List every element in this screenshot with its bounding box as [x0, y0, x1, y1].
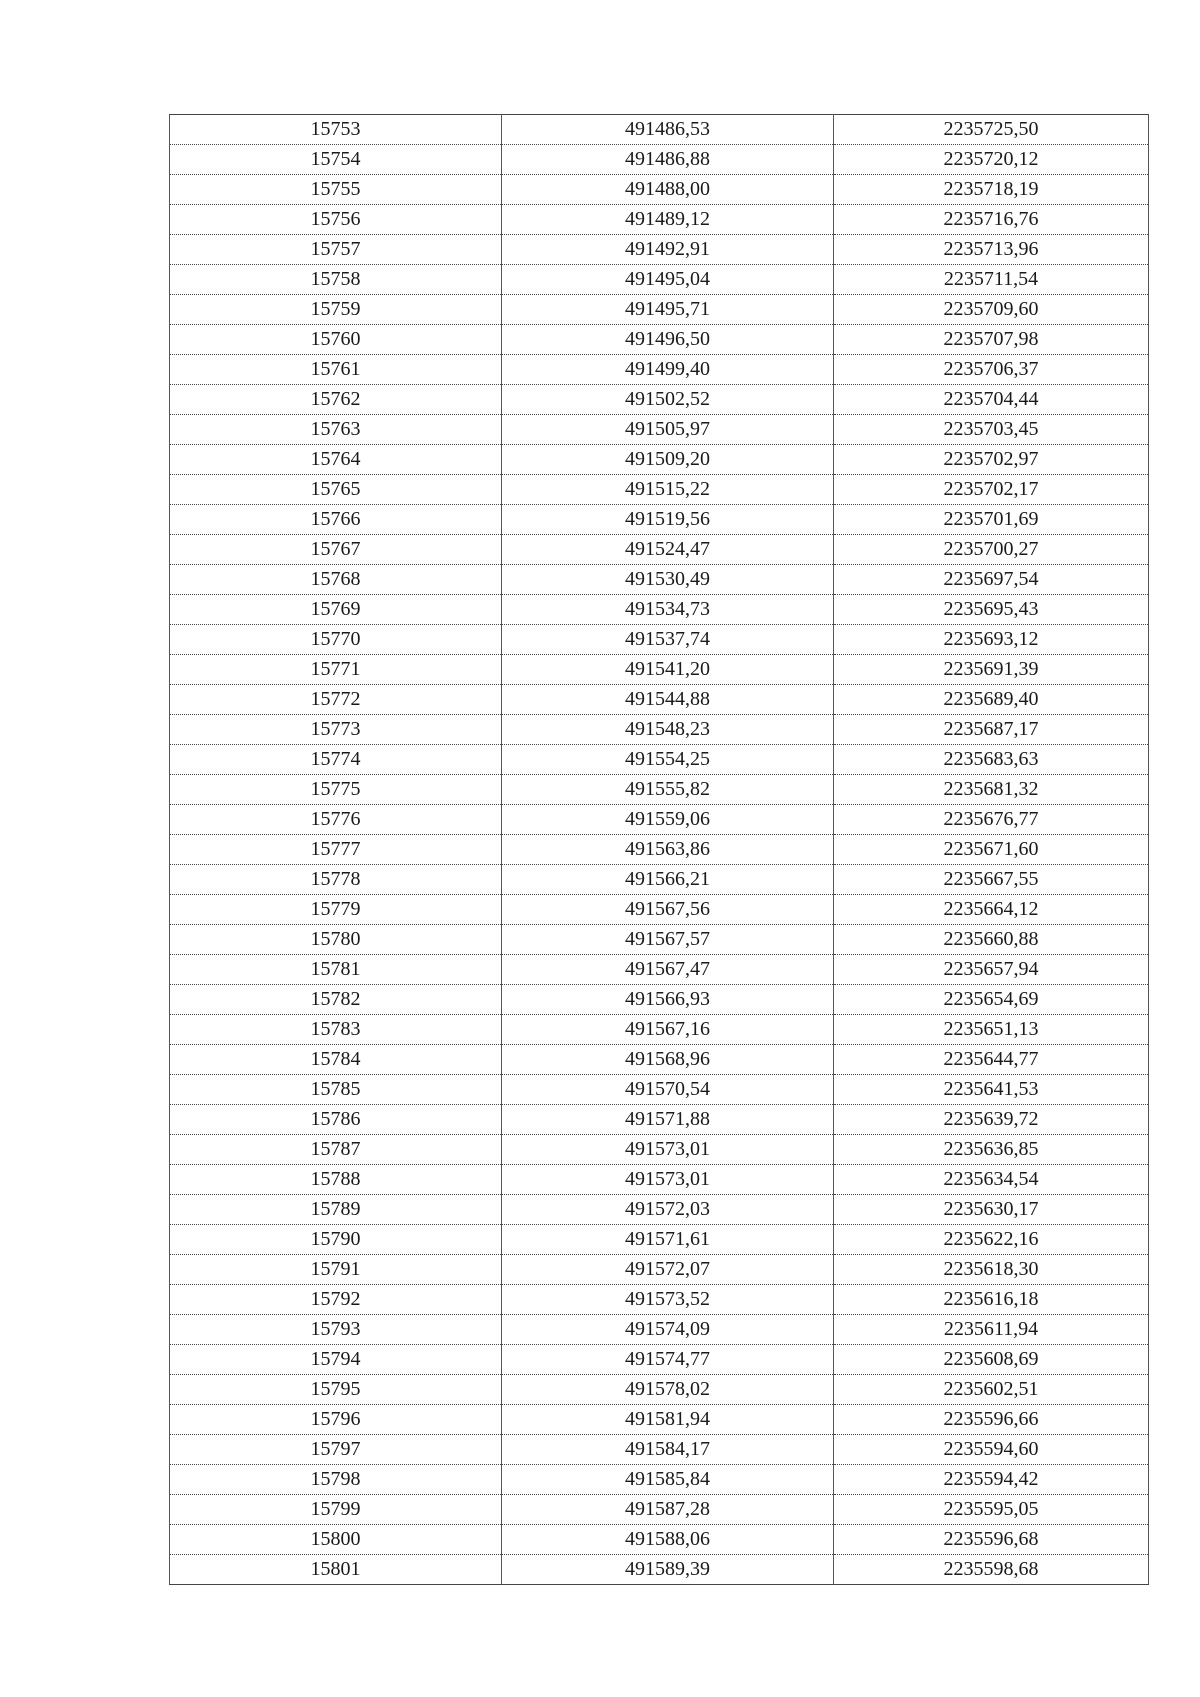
point-number-cell: 15792: [170, 1285, 502, 1315]
x-coordinate-cell: 491559,06: [502, 805, 834, 835]
y-coordinate-cell: 2235707,98: [834, 325, 1149, 355]
y-coordinate-cell: 2235683,63: [834, 745, 1149, 775]
table-row: [170, 295, 1149, 325]
y-coordinate-cell: 2235618,30: [834, 1255, 1149, 1285]
point-number-cell: 15779: [170, 895, 502, 925]
x-coordinate-cell: 491584,17: [502, 1435, 834, 1465]
table-row: [170, 1315, 1149, 1345]
point-number-cell: 15756: [170, 205, 502, 235]
y-coordinate-cell: 2235630,17: [834, 1195, 1149, 1225]
table-row: [170, 355, 1149, 385]
x-coordinate-cell: 491492,91: [502, 235, 834, 265]
point-number-cell: 15795: [170, 1375, 502, 1405]
point-number-cell: 15754: [170, 145, 502, 175]
point-number-cell: 15758: [170, 265, 502, 295]
x-coordinate-cell: 491566,21: [502, 865, 834, 895]
point-number-cell: 15772: [170, 685, 502, 715]
point-number-cell: 15766: [170, 505, 502, 535]
y-coordinate-cell: 2235704,44: [834, 385, 1149, 415]
table-row: [170, 595, 1149, 625]
point-number-cell: 15774: [170, 745, 502, 775]
table-row: [170, 925, 1149, 955]
table-row: [170, 445, 1149, 475]
y-coordinate-cell: 2235687,17: [834, 715, 1149, 745]
table-row: [170, 475, 1149, 505]
coordinates-table: [169, 114, 1149, 1585]
x-coordinate-cell: 491573,01: [502, 1135, 834, 1165]
x-coordinate-cell: 491499,40: [502, 355, 834, 385]
table-row: [170, 955, 1149, 985]
point-number-cell: 15763: [170, 415, 502, 445]
table-row: [170, 895, 1149, 925]
table-row: [170, 805, 1149, 835]
y-coordinate-cell: 2235636,85: [834, 1135, 1149, 1165]
x-coordinate-cell: 491573,01: [502, 1165, 834, 1195]
point-number-cell: 15782: [170, 985, 502, 1015]
y-coordinate-cell: 2235594,60: [834, 1435, 1149, 1465]
table-row: [170, 535, 1149, 565]
table-row: [170, 1435, 1149, 1465]
x-coordinate-cell: 491486,88: [502, 145, 834, 175]
x-coordinate-cell: 491554,25: [502, 745, 834, 775]
point-number-cell: 15787: [170, 1135, 502, 1165]
table-row: [170, 1165, 1149, 1195]
y-coordinate-cell: 2235595,05: [834, 1495, 1149, 1525]
table-row: [170, 325, 1149, 355]
table-row: [170, 625, 1149, 655]
x-coordinate-cell: 491571,61: [502, 1225, 834, 1255]
y-coordinate-cell: 2235681,32: [834, 775, 1149, 805]
y-coordinate-cell: 2235596,68: [834, 1525, 1149, 1555]
y-coordinate-cell: 2235701,69: [834, 505, 1149, 535]
table-row: [170, 1225, 1149, 1255]
table-row: [170, 745, 1149, 775]
point-number-cell: 15777: [170, 835, 502, 865]
point-number-cell: 15785: [170, 1075, 502, 1105]
point-number-cell: 15789: [170, 1195, 502, 1225]
x-coordinate-cell: 491567,47: [502, 955, 834, 985]
point-number-cell: 15791: [170, 1255, 502, 1285]
x-coordinate-cell: 491567,16: [502, 1015, 834, 1045]
point-number-cell: 15800: [170, 1525, 502, 1555]
x-coordinate-cell: 491573,52: [502, 1285, 834, 1315]
table-row: [170, 1525, 1149, 1555]
x-coordinate-cell: 491585,84: [502, 1465, 834, 1495]
y-coordinate-cell: 2235716,76: [834, 205, 1149, 235]
x-coordinate-cell: 491496,50: [502, 325, 834, 355]
y-coordinate-cell: 2235608,69: [834, 1345, 1149, 1375]
y-coordinate-cell: 2235596,66: [834, 1405, 1149, 1435]
y-coordinate-cell: 2235594,42: [834, 1465, 1149, 1495]
point-number-cell: 15786: [170, 1105, 502, 1135]
y-coordinate-cell: 2235689,40: [834, 685, 1149, 715]
y-coordinate-cell: 2235702,17: [834, 475, 1149, 505]
y-coordinate-cell: 2235713,96: [834, 235, 1149, 265]
point-number-cell: 15780: [170, 925, 502, 955]
x-coordinate-cell: 491589,39: [502, 1555, 834, 1585]
y-coordinate-cell: 2235611,94: [834, 1315, 1149, 1345]
table-row: [170, 1075, 1149, 1105]
x-coordinate-cell: 491578,02: [502, 1375, 834, 1405]
point-number-cell: 15768: [170, 565, 502, 595]
y-coordinate-cell: 2235691,39: [834, 655, 1149, 685]
table-row: [170, 1135, 1149, 1165]
x-coordinate-cell: 491519,56: [502, 505, 834, 535]
x-coordinate-cell: 491568,96: [502, 1045, 834, 1075]
table-row: [170, 385, 1149, 415]
point-number-cell: 15771: [170, 655, 502, 685]
y-coordinate-cell: 2235644,77: [834, 1045, 1149, 1075]
point-number-cell: 15764: [170, 445, 502, 475]
x-coordinate-cell: 491587,28: [502, 1495, 834, 1525]
point-number-cell: 15773: [170, 715, 502, 745]
point-number-cell: 15761: [170, 355, 502, 385]
y-coordinate-cell: 2235651,13: [834, 1015, 1149, 1045]
x-coordinate-cell: 491489,12: [502, 205, 834, 235]
point-number-cell: 15799: [170, 1495, 502, 1525]
table-row: [170, 265, 1149, 295]
x-coordinate-cell: 491548,23: [502, 715, 834, 745]
y-coordinate-cell: 2235706,37: [834, 355, 1149, 385]
table-row: [170, 1345, 1149, 1375]
point-number-cell: 15755: [170, 175, 502, 205]
x-coordinate-cell: 491524,47: [502, 535, 834, 565]
x-coordinate-cell: 491572,03: [502, 1195, 834, 1225]
y-coordinate-cell: 2235639,72: [834, 1105, 1149, 1135]
x-coordinate-cell: 491495,71: [502, 295, 834, 325]
point-number-cell: 15788: [170, 1165, 502, 1195]
table-row: [170, 1285, 1149, 1315]
point-number-cell: 15775: [170, 775, 502, 805]
table-row: [170, 1255, 1149, 1285]
x-coordinate-cell: 491574,09: [502, 1315, 834, 1345]
point-number-cell: 15757: [170, 235, 502, 265]
point-number-cell: 15767: [170, 535, 502, 565]
y-coordinate-cell: 2235703,45: [834, 415, 1149, 445]
x-coordinate-cell: 491566,93: [502, 985, 834, 1015]
point-number-cell: 15783: [170, 1015, 502, 1045]
y-coordinate-cell: 2235598,68: [834, 1555, 1149, 1585]
table-row: [170, 1045, 1149, 1075]
x-coordinate-cell: 491567,56: [502, 895, 834, 925]
point-number-cell: 15759: [170, 295, 502, 325]
table-row: [170, 1195, 1149, 1225]
x-coordinate-cell: 491588,06: [502, 1525, 834, 1555]
y-coordinate-cell: 2235702,97: [834, 445, 1149, 475]
point-number-cell: 15776: [170, 805, 502, 835]
y-coordinate-cell: 2235700,27: [834, 535, 1149, 565]
x-coordinate-cell: 491530,49: [502, 565, 834, 595]
table-row: [170, 415, 1149, 445]
x-coordinate-cell: 491515,22: [502, 475, 834, 505]
point-number-cell: 15784: [170, 1045, 502, 1075]
point-number-cell: 15794: [170, 1345, 502, 1375]
table-row: [170, 1495, 1149, 1525]
x-coordinate-cell: 491534,73: [502, 595, 834, 625]
y-coordinate-cell: 2235641,53: [834, 1075, 1149, 1105]
x-coordinate-cell: 491563,86: [502, 835, 834, 865]
table-row: [170, 1375, 1149, 1405]
table-row: [170, 1465, 1149, 1495]
y-coordinate-cell: 2235602,51: [834, 1375, 1149, 1405]
x-coordinate-cell: 491488,00: [502, 175, 834, 205]
point-number-cell: 15762: [170, 385, 502, 415]
table-row: [170, 205, 1149, 235]
point-number-cell: 15760: [170, 325, 502, 355]
table-row: [170, 1015, 1149, 1045]
table-row: [170, 835, 1149, 865]
x-coordinate-cell: 491581,94: [502, 1405, 834, 1435]
x-coordinate-cell: 491544,88: [502, 685, 834, 715]
point-number-cell: 15790: [170, 1225, 502, 1255]
table-row: [170, 715, 1149, 745]
y-coordinate-cell: 2235634,54: [834, 1165, 1149, 1195]
x-coordinate-cell: 491486,53: [502, 115, 834, 145]
y-coordinate-cell: 2235697,54: [834, 565, 1149, 595]
y-coordinate-cell: 2235711,54: [834, 265, 1149, 295]
point-number-cell: 15798: [170, 1465, 502, 1495]
y-coordinate-cell: 2235657,94: [834, 955, 1149, 985]
point-number-cell: 15793: [170, 1315, 502, 1345]
y-coordinate-cell: 2235695,43: [834, 595, 1149, 625]
point-number-cell: 15801: [170, 1555, 502, 1585]
x-coordinate-cell: 491541,20: [502, 655, 834, 685]
x-coordinate-cell: 491505,97: [502, 415, 834, 445]
y-coordinate-cell: 2235725,50: [834, 115, 1149, 145]
table-row: [170, 655, 1149, 685]
y-coordinate-cell: 2235718,19: [834, 175, 1149, 205]
coordinates-table-body: [170, 115, 1149, 1585]
table-row: [170, 1105, 1149, 1135]
table-row: [170, 985, 1149, 1015]
x-coordinate-cell: 491574,77: [502, 1345, 834, 1375]
y-coordinate-cell: 2235616,18: [834, 1285, 1149, 1315]
y-coordinate-cell: 2235720,12: [834, 145, 1149, 175]
x-coordinate-cell: 491495,04: [502, 265, 834, 295]
point-number-cell: 15769: [170, 595, 502, 625]
point-number-cell: 15770: [170, 625, 502, 655]
point-number-cell: 15778: [170, 865, 502, 895]
point-number-cell: 15796: [170, 1405, 502, 1435]
point-number-cell: 15753: [170, 115, 502, 145]
x-coordinate-cell: 491502,52: [502, 385, 834, 415]
table-row: [170, 175, 1149, 205]
y-coordinate-cell: 2235667,55: [834, 865, 1149, 895]
table-row: [170, 1555, 1149, 1585]
table-row: [170, 1405, 1149, 1435]
y-coordinate-cell: 2235676,77: [834, 805, 1149, 835]
x-coordinate-cell: 491571,88: [502, 1105, 834, 1135]
point-number-cell: 15781: [170, 955, 502, 985]
x-coordinate-cell: 491570,54: [502, 1075, 834, 1105]
table-row: [170, 865, 1149, 895]
table-row: [170, 145, 1149, 175]
y-coordinate-cell: 2235664,12: [834, 895, 1149, 925]
point-number-cell: 15765: [170, 475, 502, 505]
table-row: [170, 505, 1149, 535]
y-coordinate-cell: 2235654,69: [834, 985, 1149, 1015]
y-coordinate-cell: 2235660,88: [834, 925, 1149, 955]
x-coordinate-cell: 491555,82: [502, 775, 834, 805]
table-row: [170, 685, 1149, 715]
table-row: [170, 235, 1149, 265]
x-coordinate-cell: 491567,57: [502, 925, 834, 955]
x-coordinate-cell: 491537,74: [502, 625, 834, 655]
table-row: [170, 775, 1149, 805]
y-coordinate-cell: 2235709,60: [834, 295, 1149, 325]
x-coordinate-cell: 491572,07: [502, 1255, 834, 1285]
y-coordinate-cell: 2235622,16: [834, 1225, 1149, 1255]
table-row: [170, 115, 1149, 145]
y-coordinate-cell: 2235671,60: [834, 835, 1149, 865]
point-number-cell: 15797: [170, 1435, 502, 1465]
table-row: [170, 565, 1149, 595]
y-coordinate-cell: 2235693,12: [834, 625, 1149, 655]
x-coordinate-cell: 491509,20: [502, 445, 834, 475]
